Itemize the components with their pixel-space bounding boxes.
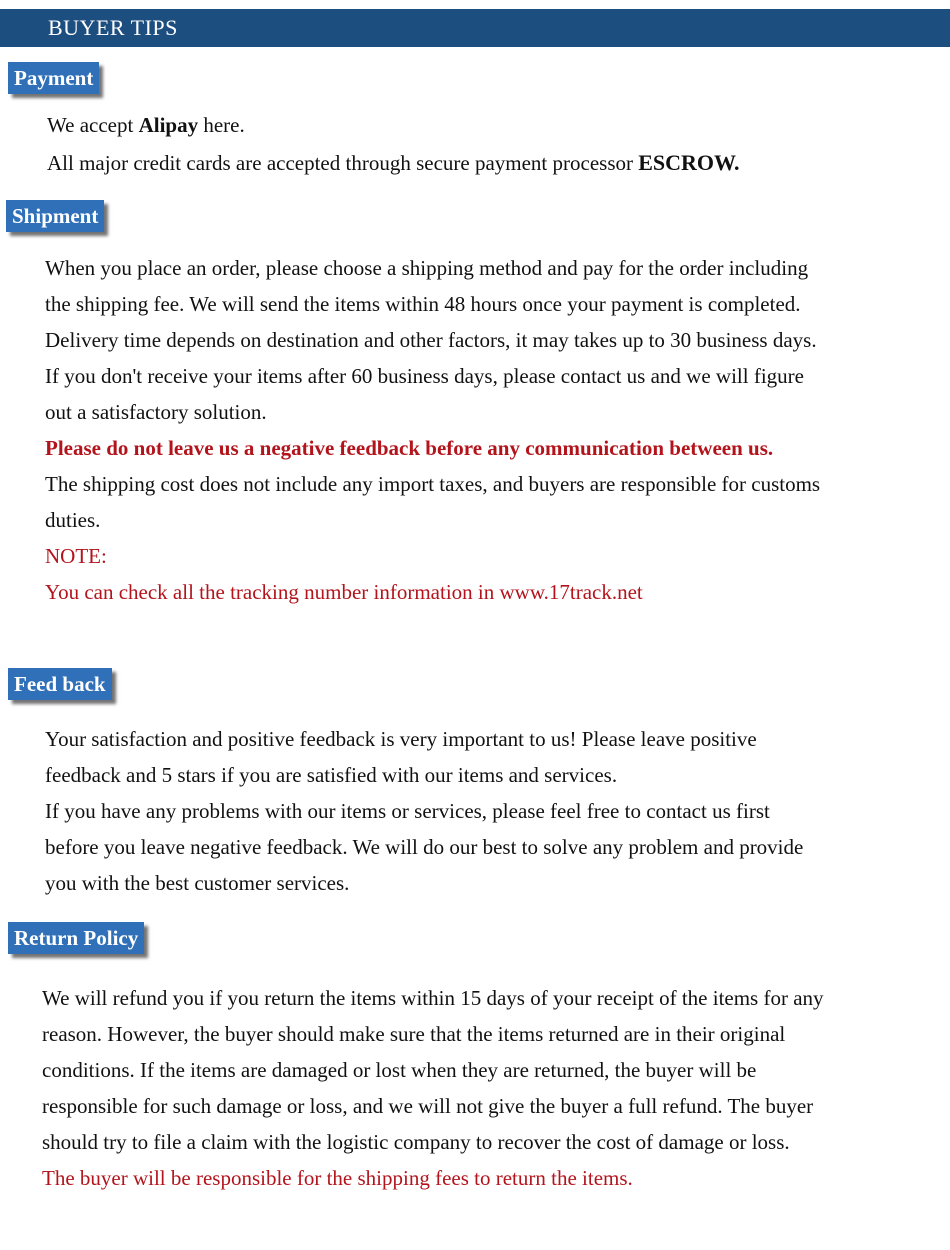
return-policy-text (42, 980, 824, 1196)
text-line: responsible for such damage or loss, and we will not give the buyer a full refund. The buyer (42, 1094, 814, 1118)
page-title-bar (0, 9, 950, 47)
text-line: duties. (45, 508, 101, 532)
text-line: out a satisfactory solution. (45, 400, 267, 424)
text-line: If you have any problems with our items or services, please feel free to contact us first (45, 799, 770, 823)
shipment-warning: Please do not leave us a negative feedback before any communication between us. (45, 436, 774, 460)
escrow-text: ESCROW. (638, 150, 740, 175)
payment-line-alipay (47, 107, 740, 143)
section-label: Payment (14, 66, 94, 90)
text-line: before you leave negative feedback. We will do our best to solve any problem and provide (45, 835, 804, 859)
return-warning: The buyer will be responsible for the shipping fees to return the items. (42, 1166, 633, 1190)
section-tab-feedback (8, 668, 112, 700)
payment-text (47, 107, 740, 181)
payment-line-escrow (47, 145, 740, 181)
text-line: When you place an order, please choose a shipping method and pay for the order including (45, 256, 809, 280)
text-line: you with the best customer services. (45, 871, 350, 895)
text-segment: We accept (47, 113, 139, 137)
section-tab-return-policy (8, 922, 144, 954)
text-line: We will refund you if you return the items within 15 days of your receipt of the items for any (42, 986, 824, 1010)
section-label: Return Policy (14, 926, 139, 950)
text-line: Your satisfaction and positive feedback is very important to us! Please leave positive (45, 727, 757, 751)
page-title: BUYER TIPS (48, 15, 178, 40)
note-label: NOTE: (45, 544, 107, 568)
text-line: If you don't receive your items after 60 business days, please contact us and we will figure (45, 364, 804, 388)
section-label: Feed back (14, 672, 106, 696)
text-line: conditions. If the items are damaged or lost when they are returned, the buyer will be (42, 1058, 757, 1082)
section-label: Shipment (12, 204, 99, 228)
feedback-text (45, 721, 803, 901)
text-line: Delivery time depends on destination and other factors, it may takes up to 30 business days. (45, 328, 817, 352)
text-line: reason. However, the buyer should make sure that the items returned are in their original (42, 1022, 786, 1046)
text-line: should try to file a claim with the logistic company to recover the cost of damage or loss. (42, 1130, 790, 1154)
text-segment: here. (198, 113, 245, 137)
text-line: the shipping fee. We will send the items within 48 hours once your payment is completed. (45, 292, 801, 316)
text-segment: All major credit cards are accepted through secure payment processor (47, 151, 639, 175)
alipay-text: Alipay (138, 113, 199, 137)
text-line: feedback and 5 stars if you are satisfied with our items and services. (45, 763, 618, 787)
section-tab-shipment (6, 200, 104, 232)
shipment-text (45, 250, 820, 610)
section-tab-payment (8, 62, 99, 94)
note-text: You can check all the tracking number information in www.17track.net (45, 580, 643, 604)
text-line: The shipping cost does not include any import taxes, and buyers are responsible for customs (45, 472, 821, 496)
